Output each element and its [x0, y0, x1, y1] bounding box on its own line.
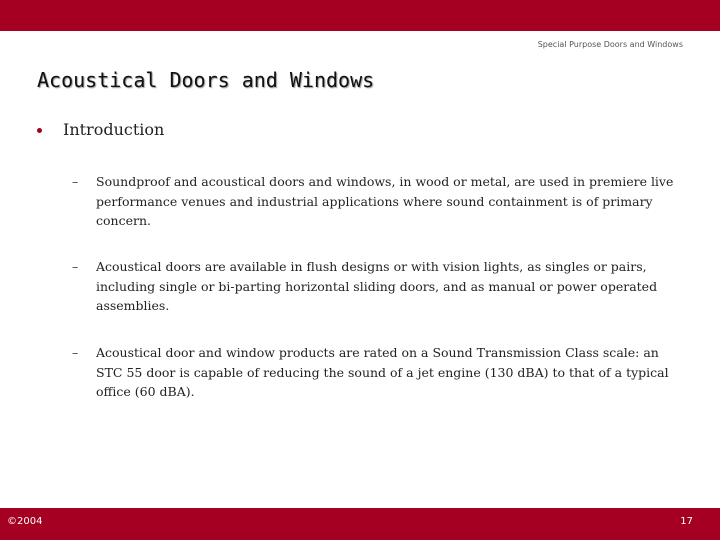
- dash-icon: –: [72, 259, 79, 274]
- dash-icon: –: [72, 345, 79, 360]
- bullet-introduction: [37, 120, 164, 139]
- dash-icon: –: [72, 174, 79, 189]
- copyright-label: ©2004: [7, 516, 43, 527]
- header-label: Special Purpose Doors and Windows: [537, 40, 683, 49]
- slide-title: Acoustical Doors and Windows: [37, 68, 375, 92]
- sub-item-text: Soundproof and acoustical doors and windows, in wood or metal, are used in premiere live performance venues and industrial applications where sound containment is of primary concern.: [96, 174, 674, 228]
- bullet-dot-icon: [37, 128, 42, 133]
- page-number: 17: [680, 516, 693, 527]
- top-accent-bar: [0, 0, 720, 31]
- bottom-accent-bar: [0, 508, 720, 540]
- sub-item-2: [72, 257, 682, 316]
- sub-item-3: [72, 343, 682, 402]
- sub-item-text: Acoustical door and window products are rated on a Sound Transmission Class scale: an STC 55 door is capable of reducing the sound of a jet engine (130 dBA) to that of a typical office (60 dBA).: [96, 345, 669, 399]
- bullet-label: Introduction: [63, 120, 165, 139]
- sub-item-1: [72, 172, 682, 231]
- sub-item-text: Acoustical doors are available in flush designs or with vision lights, as singles or pairs, including single or bi-parting horizontal sliding doors, and as manual or power operated assemblies.: [96, 259, 658, 313]
